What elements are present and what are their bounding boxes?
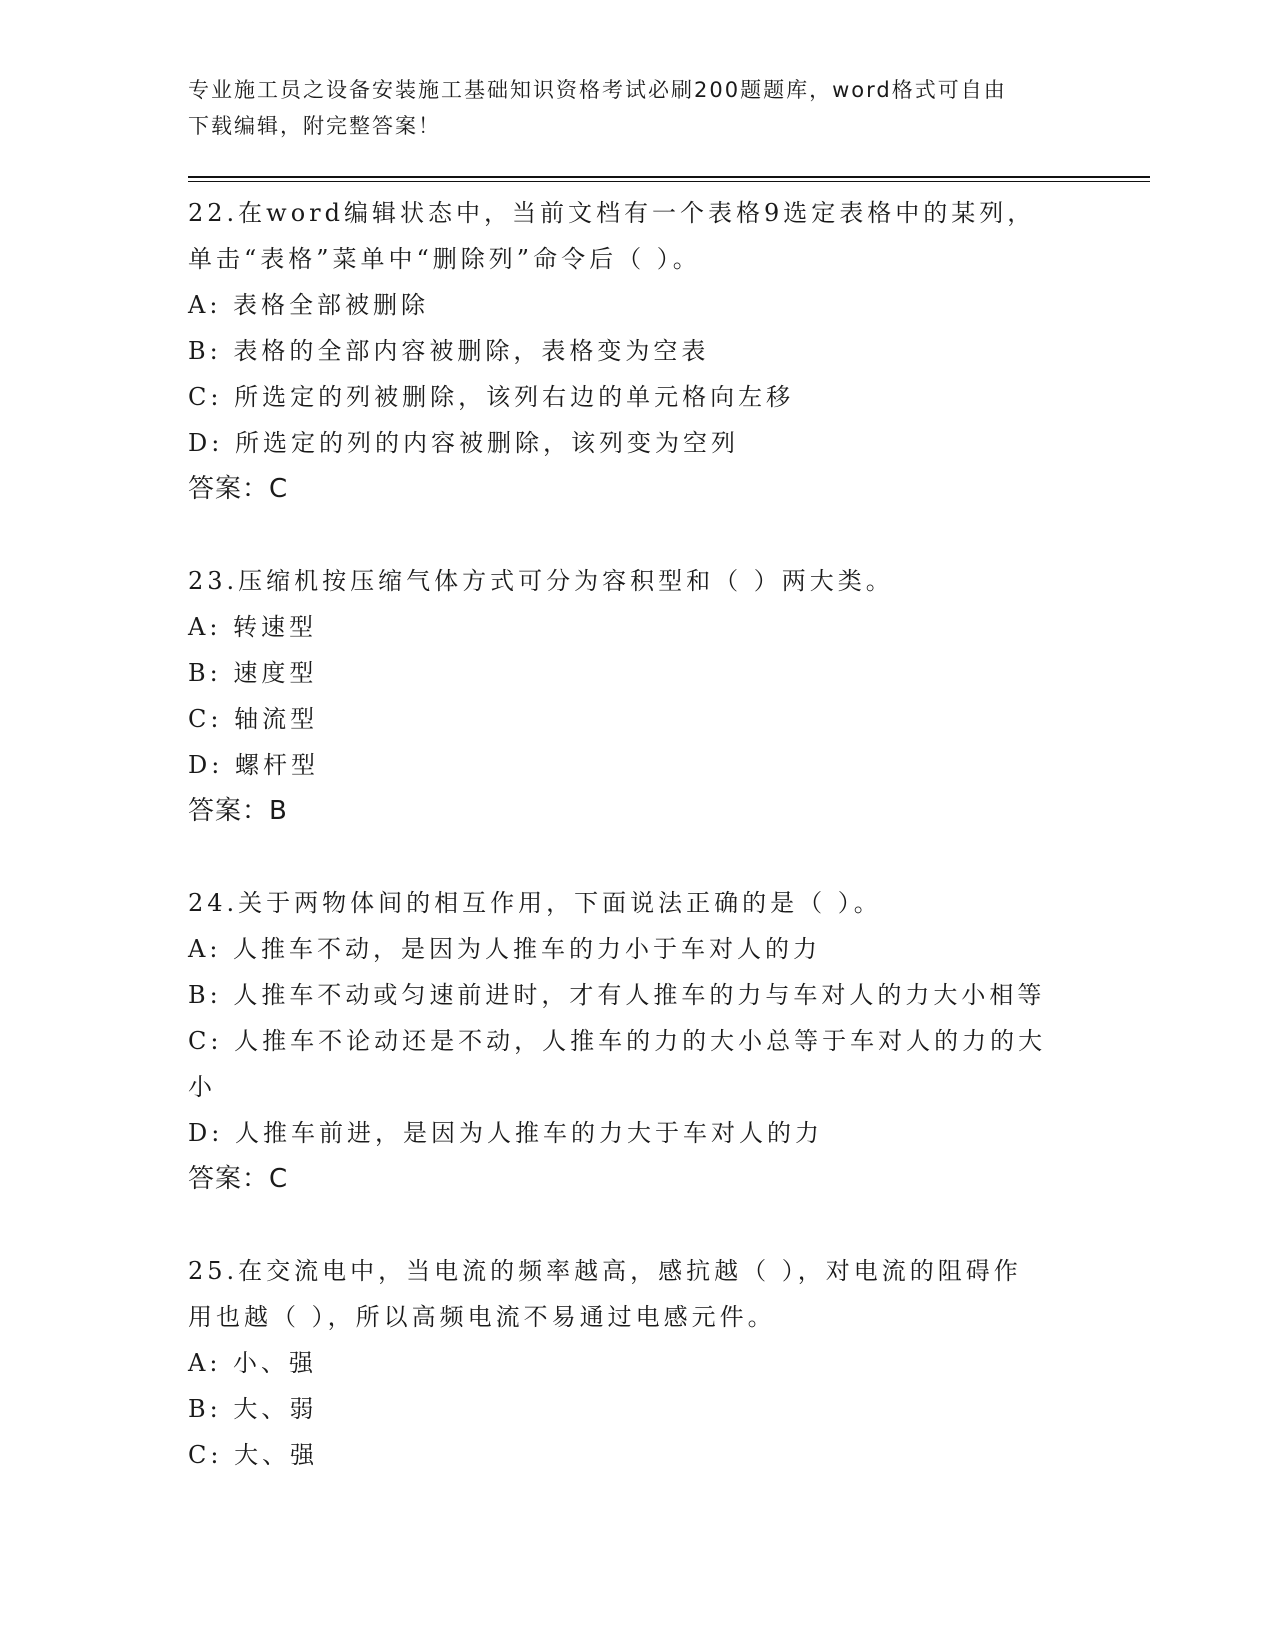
- option-a: A: 小、强: [188, 1349, 318, 1377]
- answer: 答案：B: [188, 796, 288, 826]
- option-a: A: 转速型: [188, 613, 318, 641]
- header-line-1: 专业施工员之设备安装施工基础知识资格考试必刷200题题库，word格式可自由: [188, 78, 1007, 102]
- question-list: [188, 190, 1088, 1524]
- question-stem-continued: 用也越（ ），所以高频电流不易通过电感元件。: [188, 1303, 776, 1331]
- question-stem: 24.关于两物体间的相互作用，下面说法正确的是（ ）。: [188, 889, 882, 917]
- question-22: [188, 190, 1088, 512]
- question-24: [188, 880, 1088, 1202]
- document-header: [188, 72, 1088, 144]
- option-c: C: 人推车不论动还是不动，人推车的力的大小总等于车对人的力的大: [188, 1027, 1047, 1055]
- question-stem: 23.压缩机按压缩气体方式可分为容积型和（ ）两大类。: [188, 567, 894, 595]
- header-divider-thick: [188, 176, 1150, 178]
- option-a: A: 人推车不动，是因为人推车的力小于车对人的力: [188, 935, 822, 963]
- option-c: C: 所选定的列被删除，该列右边的单元格向左移: [188, 383, 795, 411]
- option-b: B: 人推车不动或匀速前进时，才有人推车的力与车对人的力大小相等: [188, 981, 1046, 1009]
- option-c: C: 轴流型: [188, 705, 319, 733]
- header-divider-thin: [188, 181, 1150, 182]
- option-d: D: 螺杆型: [188, 751, 319, 779]
- question-stem-continued: 单击“表格”菜单中“删除列”命令后（ ）。: [188, 245, 701, 273]
- option-d: D: 人推车前进，是因为人推车的力大于车对人的力: [188, 1119, 823, 1147]
- option-b: B: 速度型: [188, 659, 318, 687]
- question-25: [188, 1248, 1088, 1478]
- question-23: [188, 558, 1088, 834]
- option-b: B: 表格的全部内容被删除，表格变为空表: [188, 337, 710, 365]
- option-c-continued: 小: [188, 1073, 216, 1101]
- answer: 答案：C: [188, 1164, 289, 1194]
- header-line-2: 下载编辑，附完整答案！: [188, 114, 441, 138]
- option-a: A: 表格全部被删除: [188, 291, 430, 319]
- option-c: C: 大、强: [188, 1441, 319, 1469]
- answer: 答案：C: [188, 474, 289, 504]
- question-stem: 22.在word编辑状态中，当前文档有一个表格9选定表格中的某列，: [188, 199, 1036, 227]
- option-d: D: 所选定的列的内容被删除，该列变为空列: [188, 429, 739, 457]
- option-b: B: 大、弱: [188, 1395, 318, 1423]
- question-stem: 25.在交流电中，当电流的频率越高，感抗越（ ），对电流的阻碍作: [188, 1257, 1022, 1285]
